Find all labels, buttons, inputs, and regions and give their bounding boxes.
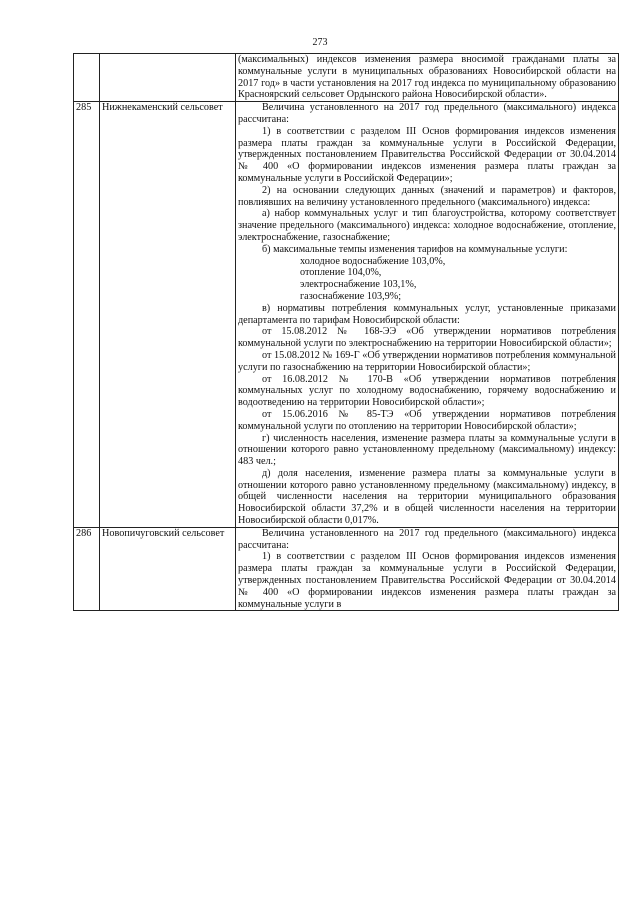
table-body [74,54,619,611]
description-paragraph: 1) в соответствии с разделом III Основ формирования индексов изменения размера платы граждан за коммунальные услуги в Российской Федерации, утвержденных постановлением Правительства Российской Федерации от 30.04.2014 № 400 «О формировании индексов изменения размера платы граждан за коммунальные услуги в [238,551,616,610]
description-paragraph: от 15.08.2012 № 169-Г «Об утверждении нормативов потребления коммунальной услуги по газоснабжению на территории Новосибирской области»; [238,349,616,373]
description-paragraph: отопление 104,0%, [300,267,382,279]
description-paragraph: от 15.06.2016 № 85-ТЭ «Об утверждении нормативов потребления коммунальной услуги по отоплению на территории Новосибирской области»; [238,408,616,432]
description-paragraph: электроснабжение 103,1%, [300,279,417,291]
description-paragraph: холодное водоснабжение 103,0%, [300,255,446,267]
description-paragraph: д) доля населения, изменение размера платы за коммунальные услуги в отношении которого равно установленному предельному (максимальному) индексу, в общей численности населения на территории муниципального образования Новосибирской области 37,2% и в общей численности населения на территории Новосибирской области 0,017%. [238,467,616,527]
index-description [236,102,619,528]
table-row [74,527,619,611]
table-row [74,54,619,102]
description-paragraph: Величина установленного на 2017 год предельного (максимального) индекса рассчитана: [238,102,616,125]
tariff-index-table [73,53,619,611]
description-paragraph: г) численность населения, изменение размера платы за коммунальные услуги в отношении которого равно установленному предельному (максимальному) индексу: 483 чел.; [238,432,616,468]
page-number: 273 [312,37,328,48]
description-paragraph: от 16.08.2012 № 170-В «Об утверждении нормативов потребления коммунальных услуг по холодному водоснабжению, горячему водоснабжению и водоотведению на территории Новосибирской области»; [238,373,616,409]
description-paragraph: 2) на основании следующих данных (значений и параметров) и факторов, повлиявших на величину установленного предельного (максимального) индекса: [238,184,616,208]
municipality-name: Новопичуговский сельсовет [100,527,236,611]
description-paragraph: Величина установленного на 2017 год предельного (максимального) индекса рассчитана: [238,527,616,551]
description-paragraph: в) нормативы потребления коммунальных услуг, установленные приказами департамента по тарифам Новосибирской области: [238,302,616,326]
description-paragraph: (максимальных) индексов изменения размера вносимой гражданами платы за коммунальные услуги в муниципальных образованиях Новосибирской области на 2017 год» в части установления на 2017 год индекса по муниципальному образованию Красноярский сельсовет Ордынского района Новосибирской области». [238,54,616,101]
row-number [74,54,100,102]
municipality-name [100,54,236,102]
row-number: 285 [74,102,100,528]
row-number: 286 [74,527,100,611]
table-row [74,102,619,528]
description-paragraph: газоснабжение 103,9%; [300,290,402,302]
description-paragraph: 1) в соответствии с разделом III Основ формирования индексов изменения размера платы граждан за коммунальные услуги в Российской Федерации, утвержденных постановлением Правительства Российской Федерации от 30.04.2014 № 400 «О формировании индексов изменения размера платы граждан за коммунальные услуги в Российской Федерации»; [238,125,616,184]
description-paragraph: а) набор коммунальных услуг и тип благоустройства, которому соответствует значение предельного (максимального) индекса: холодное водоснабжение, отопление, электроснабжение, газоснабжение; [238,208,616,243]
index-description [236,54,619,102]
description-paragraph: от 15.08.2012 № 168-ЭЭ «Об утверждении нормативов потребления коммунальной услуги по электроснабжению на территории Новосибирской области»; [238,326,616,350]
description-paragraph: б) максимальные темпы изменения тарифов на коммунальные услуги: [262,243,568,255]
index-description [236,527,619,611]
municipality-name: Нижнекаменский сельсовет [100,102,236,528]
